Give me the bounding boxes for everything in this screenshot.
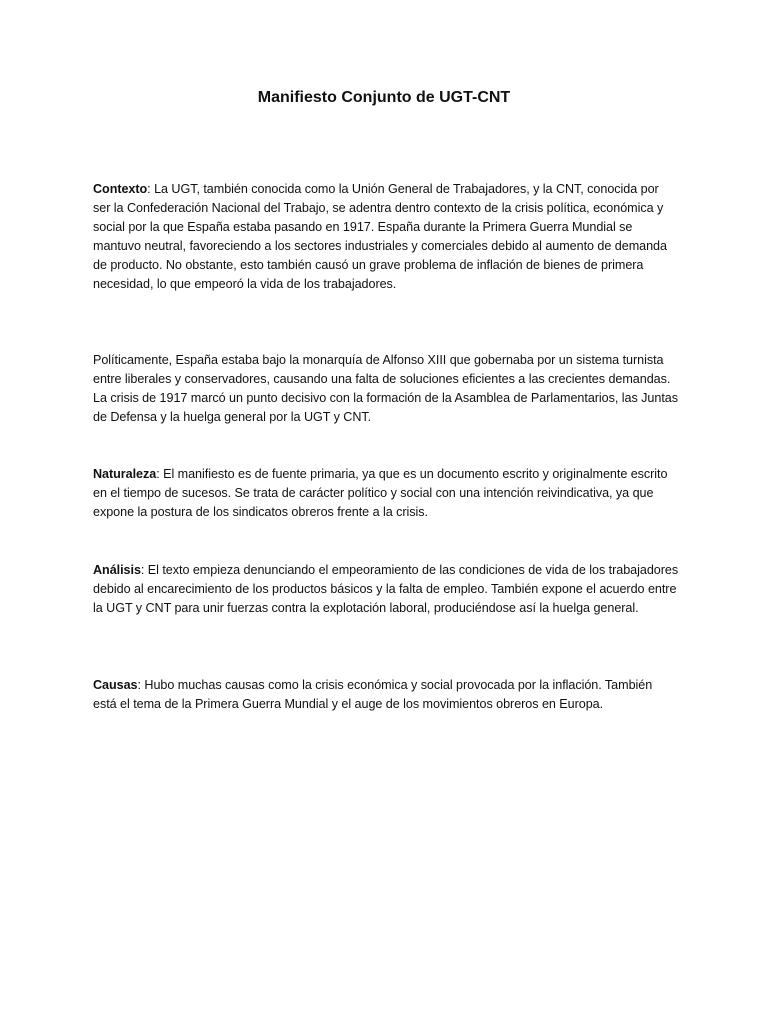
paragraph-label: Análisis [93, 563, 141, 577]
paragraph-text: : Hubo muchas causas como la crisis económica y social provocada por la inflación. También está el tema de la Primera Guerra Mundial y el auge de los movimientos obreros en Europa. [93, 678, 653, 711]
paragraph-label: Naturaleza [93, 467, 157, 481]
paragraph-text: : El manifiesto es de fuente primaria, ya que es un documento escrito y originalmente escrito en el tiempo de sucesos. Se trata de carácter político y social con una intención reivindicativa, ya que expone la postura de los sindicatos obreros frente a la crisis. [93, 467, 668, 519]
paragraph-text: Políticamente, España estaba bajo la monarquía de Alfonso XIII que gobernaba por un sistema turnista entre liberales y conservadores, causando una falta de soluciones eficientes a las crecientes demandas. La crisis de 1917 marcó un punto decisivo con la formación de la Asamblea de Parlamentarios, las Juntas de Defensa y la huelga general por la UGT y CNT. [93, 353, 678, 424]
paragraph-contexto [93, 180, 679, 294]
paragraph-label: Causas [93, 678, 138, 692]
paragraph-label: Contexto [93, 182, 148, 196]
document-title: Manifiesto Conjunto de UGT-CNT [257, 89, 511, 106]
paragraph-text: : La UGT, también conocida como la Unión General de Trabajadores, y la CNT, conocida por ser la Confederación Nacional del Trabajo, se adentra dentro contexto de la crisis política, económica y social por la que España estaba pasando en 1917. España durante la Primera Guerra Mundial se mantuvo neutral, favoreciendo a los sectores industriales y comerciales debido al aumento de demanda de producto. No obstante, esto también causó un grave problema de inflación de bienes de primera necesidad, lo que empeoró la vida de los trabajadores. [93, 182, 667, 291]
paragraph-text: : El texto empieza denunciando el empeoramiento de las condiciones de vida de los trabajadores debido al encarecimiento de los productos básicos y la falta de empleo. También expone el acuerdo entre la UGT y CNT para unir fuerzas contra la explotación laboral, produciéndose así la huelga general. [93, 563, 679, 615]
paragraph-analisis [93, 561, 679, 618]
paragraph-causas [93, 676, 679, 714]
paragraph-politicamente [93, 351, 679, 427]
paragraph-naturaleza [93, 465, 679, 522]
